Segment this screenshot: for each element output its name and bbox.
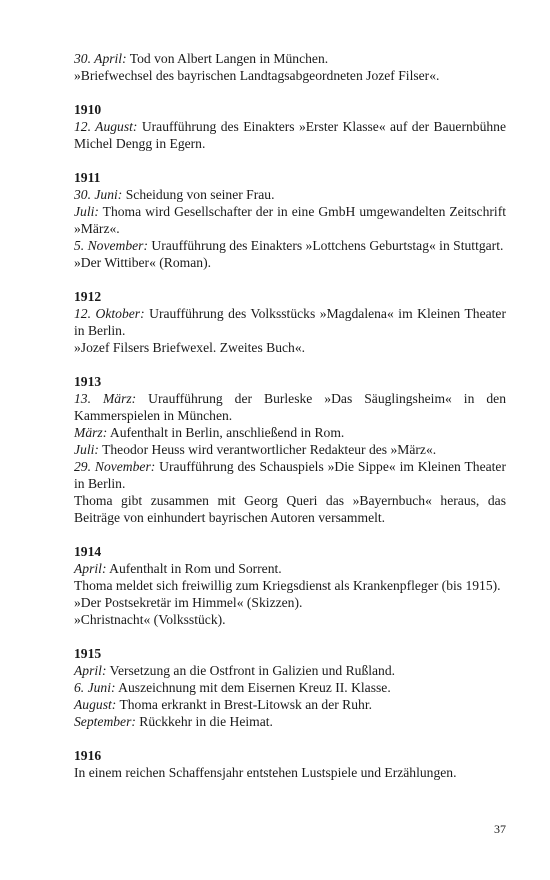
year-block-1913 [74,373,506,526]
year-block-1912 [74,288,506,356]
entry-text: Thoma gibt zusammen mit Georg Queri das »Bayernbuch« heraus, das Beiträge von einhundert bayrischen Autoren versammelt. [74,493,506,525]
entry-text: »Briefwechsel des bayrischen Landtagsabgeordneten Jozef Filser«. [74,68,440,83]
entry-text: Scheidung von seiner Frau. [122,187,275,202]
chronology-entry [74,339,506,356]
year-heading: 1911 [74,170,101,185]
entry-date: April: [74,663,107,678]
chronology-entry [74,679,506,696]
entry-text: »Jozef Filsers Briefwexel. Zweites Buch«. [74,340,306,355]
entry-date: 30. Juni: [74,187,123,202]
entry-date: März: [74,425,108,440]
entry-text: Aufenthalt in Rom und Sorrent. [106,561,282,576]
year-heading: 1913 [74,374,102,389]
chronology-entry [74,390,506,424]
entry-text: Auszeichnung mit dem Eisernen Kreuz II. Klasse. [115,680,391,695]
entry-date: April: [74,561,107,576]
entry-date: September: [74,714,136,729]
entry-text: Thoma wird Gesellschafter der in eine GmbH umgewandelten Zeitschrift »März«. [74,204,506,236]
chronology-entry [74,186,506,203]
year-heading: 1915 [74,646,102,661]
chronology-entry [74,611,506,628]
chronology-entry [74,560,506,577]
entry-text: Theodor Heuss wird verantwortlicher Redakteur des »März«. [98,442,437,457]
chronology-entry [74,696,506,713]
entry-text: Thoma meldet sich freiwillig zum Kriegsdienst als Krankenpfleger (bis 1915). [74,578,501,593]
chronology-entry [74,67,506,84]
entry-date: Juli: [74,204,99,219]
entry-text: Uraufführung des Einakters »Erster Klasse« auf der Bauernbühne Michel Dengg in Egern. [74,119,507,151]
entry-date: Juli: [74,442,99,457]
entry-date: 13. März: [74,391,137,406]
entry-date: 12. Oktober: [74,306,145,321]
year-heading: 1910 [74,102,102,117]
entry-date: 29. November: [74,459,156,474]
chronology-entry [74,662,506,679]
chronology-entry [74,577,506,594]
chronology-entry [74,50,506,67]
year-block-1910 [74,101,506,152]
entry-text: »Der Wittiber« (Roman). [74,255,211,270]
intro-block [74,50,506,84]
chronology-entry [74,254,506,271]
chronology-entry [74,713,506,730]
chronology-entry [74,305,506,339]
entry-date: 5. November: [74,238,148,253]
chronology-entry [74,492,506,526]
entry-text: Uraufführung des Einakters »Lottchens Geburtstag« in Stuttgart. [148,238,504,253]
entry-date: 30. April: [74,51,127,66]
year-block-1916 [74,747,506,781]
page-number: 37 [494,822,506,836]
chronology-entry [74,424,506,441]
entry-date: 6. Juni: [74,680,116,695]
chronology-entry [74,203,506,237]
entry-text: Aufenthalt in Berlin, anschließend in Rom. [107,425,345,440]
year-block-1915 [74,645,506,730]
entry-text: »Der Postsekretär im Himmel« (Skizzen). [74,595,303,610]
entry-text: »Christnacht« (Volksstück). [74,612,226,627]
entry-text: In einem reichen Schaffensjahr entstehen Lustspiele und Erzählungen. [74,765,457,780]
entry-date: 12. August: [74,119,138,134]
chronology-entry [74,594,506,611]
year-heading: 1916 [74,748,102,763]
year-block-1911 [74,169,506,271]
chronology-page [74,50,506,781]
entry-text: Uraufführung der Burleske »Das Säuglingsheim« in den Kammerspielen in München. [74,391,506,423]
entry-text: Thoma erkrankt in Brest-Litowsk an der Ruhr. [116,697,373,712]
entry-text: Rückkehr in die Heimat. [135,714,273,729]
entry-date: August: [74,697,117,712]
entry-text: Tod von Albert Langen in München. [126,51,329,66]
year-heading: 1914 [74,544,102,559]
chronology-entry [74,118,506,152]
entry-text: Uraufführung des Volksstücks »Magdalena« im Kleinen Theater in Berlin. [74,306,506,338]
chronology-entry [74,237,506,254]
entry-text: Versetzung an die Ostfront in Galizien und Rußland. [106,663,396,678]
year-block-1914 [74,543,506,628]
entry-text: Uraufführung des Schauspiels »Die Sippe« im Kleinen Theater in Berlin. [74,459,506,491]
chronology-entry [74,458,506,492]
year-heading: 1912 [74,289,102,304]
chronology-entry [74,441,506,458]
chronology-entry [74,764,506,781]
